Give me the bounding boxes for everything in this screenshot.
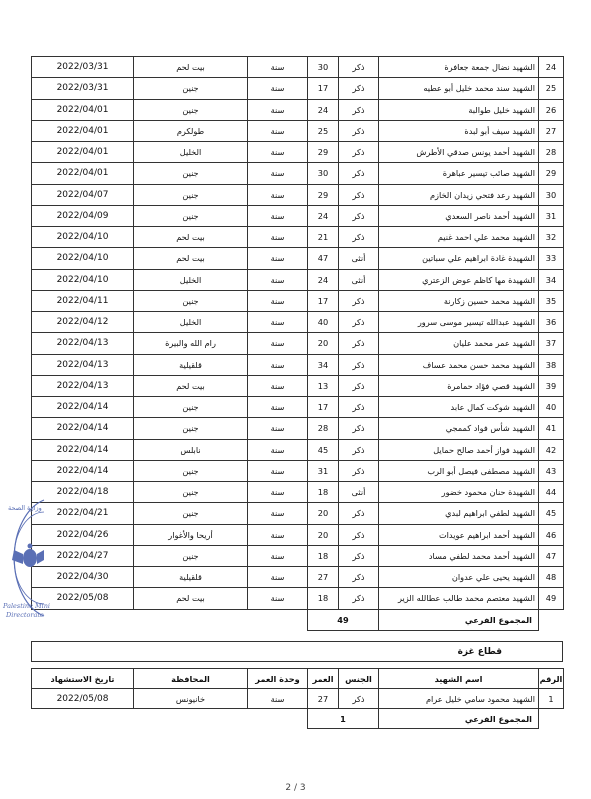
cell-gender: ذكر (339, 545, 379, 566)
cell-age-unit: سنة (248, 354, 308, 375)
cell-governorate: بيت لحم (134, 588, 248, 609)
table-row (32, 689, 564, 709)
cell-date: 2022/04/18 (32, 482, 134, 503)
header-date: تاريخ الاستشهاد (32, 669, 134, 689)
cell-number: 40 (539, 397, 564, 418)
cell-gender: ذكر (339, 205, 379, 226)
cell-age: 25 (308, 120, 339, 141)
cell-gender: ذكر (339, 57, 379, 78)
subtotal-value: 1 (308, 709, 379, 729)
cell-gender: ذكر (339, 78, 379, 99)
cell-number: 41 (539, 418, 564, 439)
cell-age-unit: سنة (248, 142, 308, 163)
cell-name: الشهيد سند محمد خليل أبو عطيه (379, 78, 539, 99)
cell-gender: ذكر (339, 418, 379, 439)
table-row (32, 418, 564, 439)
cell-name: الشهيد شأس فواد كممجي (379, 418, 539, 439)
cell-name: الشهيد مصطفى فيصل أبو الرب (379, 460, 539, 481)
cell-date: 2022/04/26 (32, 524, 134, 545)
cell-age-unit: سنة (248, 439, 308, 460)
cell-name: الشهيدة حنان محمود خضور (379, 482, 539, 503)
cell-age-unit: سنة (248, 99, 308, 120)
west-bank-table-body (32, 57, 564, 610)
cell-date: 2022/04/10 (32, 227, 134, 248)
table-row (32, 312, 564, 333)
cell-name: الشهيد أحمد ابراهيم عويدات (379, 524, 539, 545)
cell-date: 2022/04/11 (32, 290, 134, 311)
cell-age-unit: سنة (248, 397, 308, 418)
cell-age: 28 (308, 418, 339, 439)
cell-governorate: جنين (134, 290, 248, 311)
cell-governorate: جنين (134, 397, 248, 418)
table-row (32, 120, 564, 141)
cell-number: 49 (539, 588, 564, 609)
stamp-text-line2: Directorate (6, 611, 44, 619)
cell-gender: ذكر (339, 375, 379, 396)
cell-age-unit: سنة (248, 227, 308, 248)
cell-age: 21 (308, 227, 339, 248)
cell-governorate: نابلس (134, 439, 248, 460)
cell-governorate: بيت لحم (134, 227, 248, 248)
cell-number: 36 (539, 312, 564, 333)
cell-age: 17 (308, 290, 339, 311)
cell-gender: ذكر (339, 567, 379, 588)
table-row (32, 354, 564, 375)
cell-number: 35 (539, 290, 564, 311)
cell-number: 46 (539, 524, 564, 545)
cell-date: 2022/04/14 (32, 418, 134, 439)
cell-age-unit: سنة (248, 333, 308, 354)
cell-age: 47 (308, 248, 339, 269)
cell-gender: ذكر (339, 333, 379, 354)
cell-gender: ذكر (339, 290, 379, 311)
cell-number: 48 (539, 567, 564, 588)
cell-name: الشهيد أحمد يونس صدقي الأطرش (379, 142, 539, 163)
cell-date: 2022/05/08 (32, 588, 134, 609)
subtotal-label: المجموع الفرعي (379, 709, 539, 729)
cell-governorate: جنين (134, 545, 248, 566)
cell-name: الشهيد لطفي ابراهيم لبدي (379, 503, 539, 524)
cell-name: الشهيد عبدالله تيسير موسى سرور (379, 312, 539, 333)
cell-gender: ذكر (339, 503, 379, 524)
cell-number: 37 (539, 333, 564, 354)
table-row (32, 227, 564, 248)
cell-age-unit: سنة (248, 524, 308, 545)
cell-governorate: بيت لحم (134, 57, 248, 78)
cell-governorate: بيت لحم (134, 248, 248, 269)
cell-name: الشهيدة مها كاظم عوض الزعتري (379, 269, 539, 290)
table-row (32, 57, 564, 78)
cell-number: 28 (539, 142, 564, 163)
table-row (32, 78, 564, 99)
cell-age: 24 (308, 99, 339, 120)
cell-gender: ذكر (339, 163, 379, 184)
cell-age: 29 (308, 142, 339, 163)
cell-gender: أنثى (339, 248, 379, 269)
subtotal-value: 49 (308, 609, 379, 630)
cell-governorate: جنين (134, 418, 248, 439)
cell-age: 24 (308, 269, 339, 290)
cell-gender: ذكر (339, 460, 379, 481)
cell-gender: ذكر (339, 227, 379, 248)
cell-age-unit: سنة (248, 375, 308, 396)
cell-number: 43 (539, 460, 564, 481)
table-row (32, 482, 564, 503)
cell-age-unit: سنة (248, 163, 308, 184)
cell-governorate: قلقيلية (134, 354, 248, 375)
table-row (32, 460, 564, 481)
cell-age: 24 (308, 205, 339, 226)
cell-age-unit: سنة (248, 503, 308, 524)
cell-gender: ذكر (339, 689, 379, 709)
cell-date: 2022/04/01 (32, 142, 134, 163)
table-row (32, 397, 564, 418)
cell-governorate: جنين (134, 184, 248, 205)
cell-date: 2022/05/08 (32, 689, 134, 709)
cell-age-unit: سنة (248, 184, 308, 205)
cell-age: 18 (308, 482, 339, 503)
cell-governorate: بيت لحم (134, 375, 248, 396)
cell-governorate: جنين (134, 460, 248, 481)
cell-age: 40 (308, 312, 339, 333)
cell-age: 18 (308, 545, 339, 566)
stamp-arabic-text: وزارة الصحة (8, 504, 42, 512)
cell-age: 34 (308, 354, 339, 375)
cell-age-unit: سنة (248, 248, 308, 269)
cell-name: الشهيد يحيى علي عدوان (379, 567, 539, 588)
cell-name: الشهيد فواز أحمد صالح حمايل (379, 439, 539, 460)
cell-date: 2022/04/10 (32, 269, 134, 290)
table-row (32, 184, 564, 205)
cell-governorate: الخليل (134, 142, 248, 163)
cell-governorate: جنين (134, 99, 248, 120)
table-row (32, 333, 564, 354)
cell-date: 2022/04/01 (32, 99, 134, 120)
cell-number: 34 (539, 269, 564, 290)
cell-gender: ذكر (339, 354, 379, 375)
cell-gender: أنثى (339, 269, 379, 290)
cell-date: 2022/04/09 (32, 205, 134, 226)
cell-name: الشهيد أحمد ناصر السعدي (379, 205, 539, 226)
cell-date: 2022/04/14 (32, 460, 134, 481)
cell-governorate: طولكرم (134, 120, 248, 141)
header-number: الرقم (539, 669, 564, 689)
cell-name: الشهيد سيف أبو لبدة (379, 120, 539, 141)
cell-date: 2022/04/13 (32, 375, 134, 396)
cell-name: الشهيد قصي فؤاد حمامرة (379, 375, 539, 396)
cell-name: الشهيد أحمد محمد لطفي مساد (379, 545, 539, 566)
cell-gender: ذكر (339, 397, 379, 418)
cell-date: 2022/04/30 (32, 567, 134, 588)
cell-number: 32 (539, 227, 564, 248)
cell-gender: ذكر (339, 312, 379, 333)
cell-gender: ذكر (339, 184, 379, 205)
cell-name: الشهيد محمود سامي خليل عرام (379, 689, 539, 709)
cell-age-unit: سنة (248, 689, 308, 709)
cell-governorate: جنين (134, 163, 248, 184)
table-row (32, 269, 564, 290)
cell-governorate: جنين (134, 482, 248, 503)
cell-age-unit: سنة (248, 567, 308, 588)
cell-age: 17 (308, 78, 339, 99)
cell-age: 30 (308, 57, 339, 78)
cell-age-unit: سنة (248, 120, 308, 141)
cell-number: 47 (539, 545, 564, 566)
ministry-stamp (0, 496, 51, 620)
table-row (32, 99, 564, 120)
header-gender: الجنس (339, 669, 379, 689)
cell-age: 20 (308, 503, 339, 524)
table-row (32, 588, 564, 609)
cell-governorate: رام الله والبيرة (134, 333, 248, 354)
cell-gender: ذكر (339, 439, 379, 460)
cell-age: 27 (308, 689, 339, 709)
cell-governorate: قلقيلية (134, 567, 248, 588)
cell-date: 2022/04/13 (32, 354, 134, 375)
cell-date: 2022/04/27 (32, 545, 134, 566)
header-name: اسم الشهيد (379, 669, 539, 689)
cell-age-unit: سنة (248, 290, 308, 311)
cell-gender: أنثى (339, 482, 379, 503)
cell-date: 2022/04/14 (32, 439, 134, 460)
gaza-table (31, 668, 564, 729)
cell-number: 33 (539, 248, 564, 269)
cell-gender: ذكر (339, 99, 379, 120)
table-row (32, 163, 564, 184)
cell-governorate: جنين (134, 78, 248, 99)
cell-age: 29 (308, 184, 339, 205)
cell-name: الشهيد صائب تيسير عباهرة (379, 163, 539, 184)
table-row (32, 439, 564, 460)
cell-date: 2022/04/12 (32, 312, 134, 333)
cell-number: 42 (539, 439, 564, 460)
cell-age-unit: سنة (248, 205, 308, 226)
stamp-text-line1: Palestine Mini (3, 602, 51, 610)
cell-name: الشهيد محمد علي احمد غنيم (379, 227, 539, 248)
cell-name: الشهيد عمر محمد عليان (379, 333, 539, 354)
cell-age: 20 (308, 524, 339, 545)
cell-name: الشهيد خليل طوالبة (379, 99, 539, 120)
cell-age: 45 (308, 439, 339, 460)
cell-gender: ذكر (339, 524, 379, 545)
cell-date: 2022/03/31 (32, 57, 134, 78)
cell-name: الشهيد شوكت كمال عابد (379, 397, 539, 418)
cell-name: الشهيد نضال جمعة جعافرة (379, 57, 539, 78)
cell-date: 2022/04/10 (32, 248, 134, 269)
subtotal-label: المجموع الفرعي (379, 609, 539, 630)
cell-number: 39 (539, 375, 564, 396)
cell-number: 29 (539, 163, 564, 184)
cell-age: 13 (308, 375, 339, 396)
cell-age-unit: سنة (248, 78, 308, 99)
cell-age: 20 (308, 333, 339, 354)
cell-number: 45 (539, 503, 564, 524)
table-row (32, 567, 564, 588)
cell-gender: ذكر (339, 142, 379, 163)
cell-age: 30 (308, 163, 339, 184)
cell-date: 2022/04/07 (32, 184, 134, 205)
cell-age: 31 (308, 460, 339, 481)
table-row (32, 205, 564, 226)
cell-name: الشهيد معتصم محمد طالب عطالله الزير (379, 588, 539, 609)
cell-age: 18 (308, 588, 339, 609)
cell-governorate: جنين (134, 503, 248, 524)
cell-number: 26 (539, 99, 564, 120)
cell-date: 2022/04/01 (32, 163, 134, 184)
header-governorate: المحافظة (134, 669, 248, 689)
table-row (32, 375, 564, 396)
cell-date: 2022/04/01 (32, 120, 134, 141)
cell-number: 25 (539, 78, 564, 99)
cell-number: 31 (539, 205, 564, 226)
cell-age-unit: سنة (248, 460, 308, 481)
cell-governorate: أريحا والأغوار (134, 524, 248, 545)
cell-date: 2022/04/13 (32, 333, 134, 354)
page-number: 2 / 3 (285, 783, 306, 793)
gaza-section-title: قطاع غزة (31, 641, 563, 662)
cell-number: 44 (539, 482, 564, 503)
cell-age-unit: سنة (248, 312, 308, 333)
cell-governorate: خانيونس (134, 689, 248, 709)
cell-governorate: الخليل (134, 312, 248, 333)
cell-governorate: الخليل (134, 269, 248, 290)
west-bank-table (31, 56, 564, 631)
cell-age-unit: سنة (248, 588, 308, 609)
cell-age-unit: سنة (248, 57, 308, 78)
eagle-emblem-icon (12, 544, 44, 568)
cell-date: 2022/04/21 (32, 503, 134, 524)
table-row (32, 545, 564, 566)
cell-name: الشهيد رعد فتحي زيدان الخازم (379, 184, 539, 205)
gaza-subtotal-row (32, 709, 564, 729)
cell-name: الشهيدة غادة ابراهيم علي سباتين (379, 248, 539, 269)
cell-date: 2022/04/14 (32, 397, 134, 418)
gaza-header-row (32, 669, 564, 689)
cell-age-unit: سنة (248, 418, 308, 439)
header-age: العمر (308, 669, 339, 689)
cell-number: 1 (539, 689, 564, 709)
cell-age-unit: سنة (248, 482, 308, 503)
cell-number: 27 (539, 120, 564, 141)
cell-number: 24 (539, 57, 564, 78)
cell-number: 30 (539, 184, 564, 205)
cell-age-unit: سنة (248, 269, 308, 290)
main-subtotal-row (32, 609, 564, 630)
cell-gender: ذكر (339, 588, 379, 609)
cell-gender: ذكر (339, 120, 379, 141)
table-row (32, 248, 564, 269)
cell-age-unit: سنة (248, 545, 308, 566)
header-age-unit: وحدة العمر (248, 669, 308, 689)
table-row (32, 524, 564, 545)
cell-date: 2022/03/31 (32, 78, 134, 99)
table-row (32, 290, 564, 311)
cell-age: 17 (308, 397, 339, 418)
cell-number: 38 (539, 354, 564, 375)
table-row (32, 503, 564, 524)
table-row (32, 142, 564, 163)
cell-name: الشهيد محمد حسين زكارنة (379, 290, 539, 311)
cell-name: الشهيد محمد حسن محمد عساف (379, 354, 539, 375)
cell-governorate: جنين (134, 205, 248, 226)
cell-age: 27 (308, 567, 339, 588)
